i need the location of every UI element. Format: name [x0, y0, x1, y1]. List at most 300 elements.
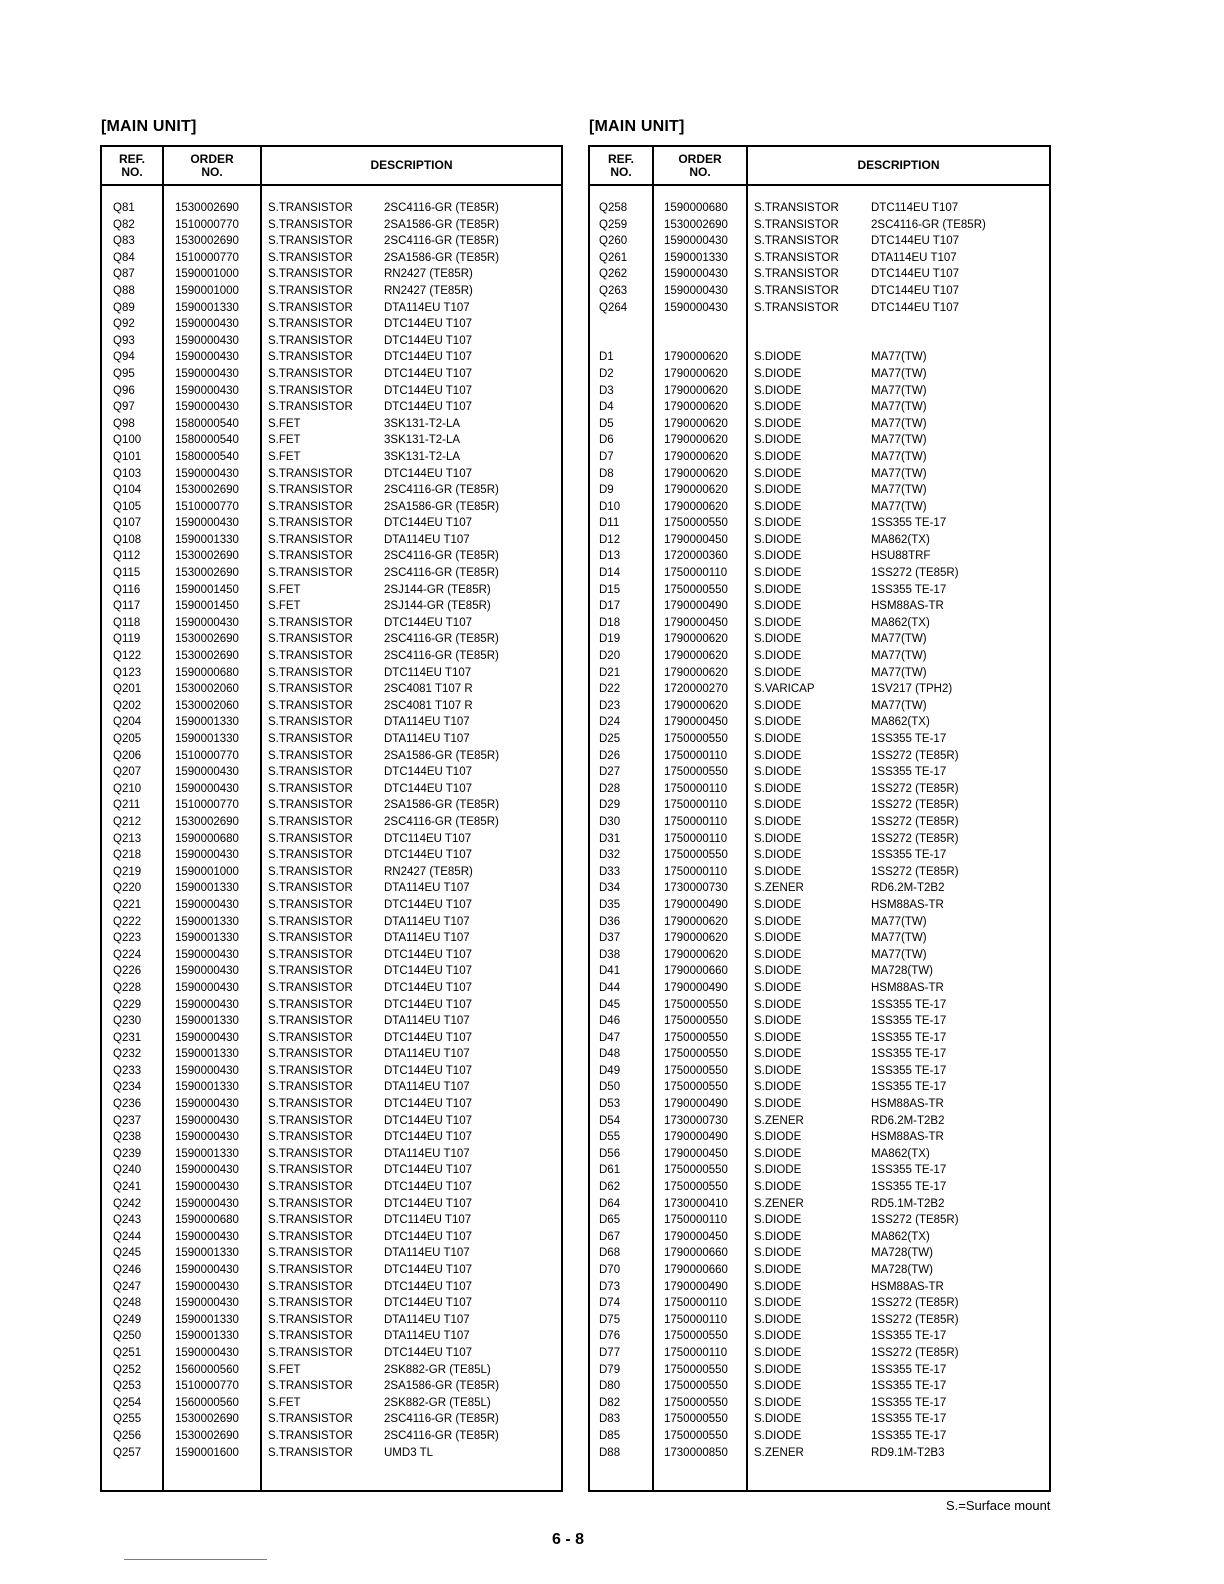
part-number-cell: 2SA1586-GR (TE85R)	[384, 1380, 500, 1393]
ref-cell: Q240	[113, 1164, 142, 1177]
part-number-cell: DTC144EU T107	[384, 998, 472, 1011]
table-row	[102, 250, 561, 267]
part-number-cell: MA77(TW)	[871, 484, 927, 497]
part-number-cell: HSM88AS-TR	[871, 1131, 944, 1144]
part-number-cell: 2SC4116-GR (TE85R)	[384, 633, 499, 646]
ref-cell: D48	[599, 1048, 621, 1061]
table-row	[102, 1378, 561, 1395]
table-row	[102, 399, 561, 416]
order-no-cell: 1790000620	[664, 367, 728, 380]
table-row	[102, 482, 561, 499]
part-number-cell: MA77(TW)	[871, 633, 927, 646]
order-no-cell: 1590001330	[175, 1048, 239, 1061]
table-row	[590, 781, 1049, 798]
order-no-cell: 1590001330	[175, 533, 239, 546]
part-number-cell: 1SS355 TE-17	[871, 1413, 947, 1426]
type-cell: S.DIODE	[754, 401, 802, 414]
table-row	[102, 1179, 561, 1196]
table-row	[102, 383, 561, 400]
ref-cell: D35	[599, 898, 621, 911]
type-cell: S.TRANSISTOR	[268, 699, 353, 712]
part-number-cell: DTC144EU T107	[384, 981, 472, 994]
ref-cell: Q100	[113, 434, 142, 447]
table-row	[590, 1378, 1049, 1395]
order-no-cell: 1790000620	[664, 699, 728, 712]
part-number-cell: DTA114EU T107	[384, 932, 470, 945]
type-cell: S.TRANSISTOR	[268, 633, 353, 646]
order-no-cell: 1580000540	[175, 434, 239, 447]
type-cell: S.TRANSISTOR	[268, 384, 353, 397]
part-number-cell: UMD3 TL	[384, 1446, 433, 1459]
part-number-cell: 2SC4116-GR (TE85R)	[384, 235, 499, 248]
table-row	[102, 1262, 561, 1279]
ref-cell: Q202	[113, 699, 142, 712]
part-number-cell: DTC144EU T107	[384, 367, 472, 380]
part-number-cell: DTC144EU T107	[384, 948, 472, 961]
part-number-cell: DTC144EU T107	[384, 467, 472, 480]
part-number-cell: 2SC4116-GR (TE85R)	[384, 1429, 499, 1442]
order-no-cell: 1750000550	[664, 1380, 728, 1393]
ref-cell: Q223	[113, 932, 142, 945]
type-cell: S.TRANSISTOR	[754, 268, 839, 281]
type-cell: S.DIODE	[754, 616, 802, 629]
table-row	[590, 333, 1049, 350]
type-cell: S.TRANSISTOR	[268, 1098, 353, 1111]
ref-cell: Q238	[113, 1131, 142, 1144]
order-no-cell: 1750000550	[664, 1429, 728, 1442]
table-row	[590, 532, 1049, 549]
part-number-cell: RD5.1M-T2B2	[871, 1197, 945, 1210]
order-no-cell: 1530002690	[175, 550, 239, 563]
type-cell: S.DIODE	[754, 384, 802, 397]
order-no-cell: 1590000430	[175, 616, 239, 629]
order-no-cell: 1590001330	[175, 301, 239, 314]
order-no-cell: 1530002690	[175, 815, 239, 828]
table-row	[102, 1411, 561, 1428]
type-cell: S.DIODE	[754, 434, 802, 447]
type-cell: S.DIODE	[754, 1380, 802, 1393]
part-number-cell: 1SS355 TE-17	[871, 1081, 947, 1094]
order-no-cell: 1750000550	[664, 1064, 728, 1077]
ref-cell: D13	[599, 550, 621, 563]
order-no-header	[164, 147, 260, 184]
ref-cell: Q212	[113, 815, 142, 828]
order-no-cell: 1580000540	[175, 450, 239, 463]
ref-cell: D15	[599, 583, 621, 596]
part-number-cell: HSM88AS-TR	[871, 1280, 944, 1293]
part-number-cell: DTA114EU T107	[384, 716, 470, 729]
ref-cell: Q207	[113, 766, 142, 779]
ref-header-line1: REF.	[118, 151, 145, 166]
ref-cell: D21	[599, 666, 621, 679]
part-number-cell: 1SS272 (TE85R)	[871, 782, 959, 795]
table-row	[590, 366, 1049, 383]
table-row	[590, 631, 1049, 648]
table-row	[590, 565, 1049, 582]
type-cell: S.TRANSISTOR	[268, 1131, 353, 1144]
part-number-cell: DTC144EU T107	[871, 235, 959, 248]
part-number-cell: MA77(TW)	[871, 351, 927, 364]
ref-cell: Q123	[113, 666, 142, 679]
table-row	[102, 548, 561, 565]
table-row	[590, 980, 1049, 997]
ref-cell: D46	[599, 1015, 621, 1028]
order-no-cell: 1590001330	[175, 733, 239, 745]
left-unit-title: [MAIN UNIT]	[101, 118, 197, 135]
order-no-cell: 1590000430	[175, 1230, 239, 1243]
table-row	[590, 731, 1049, 748]
ref-cell: Q115	[113, 567, 141, 580]
decorative-underline	[124, 1559, 267, 1560]
type-cell: S.TRANSISTOR	[268, 1247, 353, 1260]
table-row	[590, 349, 1049, 366]
ref-cell: D2	[599, 367, 614, 380]
ref-cell: D75	[599, 1313, 621, 1326]
type-cell: S.DIODE	[754, 1147, 802, 1160]
part-number-cell: DTA114EU T107	[384, 301, 470, 314]
type-cell: S.TRANSISTOR	[268, 1280, 353, 1293]
ref-cell: Q83	[113, 235, 135, 248]
part-number-cell: 1SS272 (TE85R)	[871, 749, 959, 762]
ref-cell: Q244	[113, 1230, 142, 1243]
order-no-cell: 1790000620	[664, 401, 728, 414]
type-cell: S.TRANSISTOR	[268, 799, 353, 812]
ref-cell: D82	[599, 1396, 621, 1409]
table-row	[102, 1146, 561, 1163]
type-cell: S.TRANSISTOR	[268, 716, 353, 729]
order-no-cell: 1530002690	[175, 650, 239, 663]
part-number-cell: RN2427 (TE85R)	[384, 268, 473, 281]
table-row	[102, 1362, 561, 1379]
ref-cell: Q224	[113, 948, 142, 961]
ref-cell: D9	[599, 484, 614, 497]
order-no-cell: 1560000560	[175, 1363, 239, 1376]
type-cell: S.FET	[268, 600, 301, 613]
ref-cell: D3	[599, 384, 614, 397]
type-cell: S.DIODE	[754, 1247, 802, 1260]
type-cell: S.TRANSISTOR	[268, 301, 353, 314]
order-no-cell: 1590000430	[175, 1164, 239, 1177]
part-number-cell: 2SC4116-GR (TE85R)	[384, 550, 499, 563]
part-number-cell: RD6.2M-T2B2	[871, 1114, 945, 1127]
part-number-cell: MA862(TX)	[871, 616, 930, 629]
order-no-cell: 1790000660	[664, 1264, 728, 1276]
type-cell: S.DIODE	[754, 1031, 802, 1044]
table-row	[102, 831, 561, 848]
type-cell: S.TRANSISTOR	[268, 666, 353, 679]
table-row	[102, 432, 561, 449]
part-number-cell: 1SS355 TE-17	[871, 733, 947, 745]
type-cell: S.TRANSISTOR	[268, 284, 353, 297]
order-no-cell: 1790000620	[664, 666, 728, 679]
order-no-cell: 1530002690	[175, 235, 239, 248]
ref-cell: Q220	[113, 882, 142, 895]
part-number-cell: DTC144EU T107	[384, 384, 472, 397]
ref-cell: Q229	[113, 998, 142, 1011]
table-row	[102, 748, 561, 765]
ref-cell: Q236	[113, 1098, 142, 1111]
ref-cell: D56	[599, 1147, 621, 1160]
order-no-cell: 1750000550	[664, 1330, 728, 1343]
page-number: 6 - 8	[552, 1531, 585, 1548]
type-cell: S.TRANSISTOR	[754, 202, 839, 214]
type-cell: S.TRANSISTOR	[268, 998, 353, 1011]
order-no-cell: 1730000730	[664, 882, 728, 895]
left-table-body	[102, 200, 561, 1461]
table-row	[590, 1162, 1049, 1179]
table-row	[590, 681, 1049, 698]
table-row	[590, 665, 1049, 682]
table-row	[102, 233, 561, 250]
ref-cell: Q204	[113, 716, 142, 729]
order-no-cell: 1590000680	[175, 1214, 239, 1227]
ref-cell: D12	[599, 533, 621, 546]
order-no-cell: 1790000450	[664, 716, 728, 729]
ref-cell: D38	[599, 948, 621, 961]
part-number-cell: MA77(TW)	[871, 915, 927, 928]
ref-cell: D41	[599, 965, 621, 978]
part-number-cell: DTC144EU T107	[871, 301, 959, 314]
order-no-cell: 1590000430	[175, 318, 239, 331]
table-row	[102, 283, 561, 300]
order-no-cell: 1590000430	[175, 965, 239, 978]
type-cell: S.FET	[268, 434, 301, 447]
ref-cell: D47	[599, 1031, 621, 1044]
ref-no-header	[102, 147, 162, 184]
order-no-cell: 1590000430	[175, 334, 239, 347]
type-cell: S.TRANSISTOR	[268, 567, 353, 580]
ref-cell: D80	[599, 1380, 621, 1393]
order-no-cell: 1790000620	[664, 450, 728, 463]
table-row	[590, 1113, 1049, 1130]
table-row	[590, 1196, 1049, 1213]
type-cell: S.TRANSISTOR	[268, 218, 353, 231]
part-number-cell: HSM88AS-TR	[871, 1098, 944, 1111]
table-row	[590, 316, 1049, 333]
table-row	[590, 997, 1049, 1014]
table-row	[102, 1030, 561, 1047]
type-cell: S.DIODE	[754, 1313, 802, 1326]
ref-cell: Q243	[113, 1214, 142, 1227]
order-no-cell: 1790000490	[664, 898, 728, 911]
ref-cell: Q107	[113, 517, 142, 530]
order-no-cell: 1510000770	[175, 1380, 239, 1393]
type-cell: S.TRANSISTOR	[268, 1147, 353, 1160]
ref-cell: D24	[599, 716, 621, 729]
order-no-cell: 1590001000	[175, 268, 239, 281]
table-row	[590, 1262, 1049, 1279]
ref-cell: D61	[599, 1164, 621, 1177]
order-no-cell: 1790000450	[664, 616, 728, 629]
table-row	[102, 1079, 561, 1096]
part-number-cell: 2SC4116-GR (TE85R)	[871, 218, 986, 231]
part-number-cell: DTC144EU T107	[384, 334, 472, 347]
type-cell: S.TRANSISTOR	[754, 218, 839, 231]
ref-cell: D88	[599, 1446, 621, 1459]
type-cell: S.TRANSISTOR	[754, 284, 839, 297]
order-no-cell: 1750000550	[664, 998, 728, 1011]
order-header-line2: NO.	[201, 164, 223, 179]
type-cell: S.TRANSISTOR	[268, 1214, 353, 1227]
ref-cell: D70	[599, 1264, 621, 1276]
ref-cell: D31	[599, 832, 621, 845]
order-no-cell: 1750000110	[664, 1214, 728, 1227]
order-no-cell: 1560000560	[175, 1396, 239, 1409]
ref-cell: D18	[599, 616, 621, 629]
type-cell: S.TRANSISTOR	[268, 1181, 353, 1194]
ref-cell: D44	[599, 981, 621, 994]
table-row	[102, 781, 561, 798]
type-cell: S.DIODE	[754, 1164, 802, 1177]
ref-cell: Q206	[113, 749, 142, 762]
ref-header-line1: REF.	[607, 151, 634, 166]
part-number-cell: DTA114EU T107	[384, 1313, 470, 1326]
ref-cell: Q251	[113, 1346, 142, 1359]
table-row	[590, 1328, 1049, 1345]
table-row	[590, 1046, 1049, 1063]
ref-cell: Q221	[113, 898, 142, 911]
order-no-cell: 1590001330	[175, 915, 239, 928]
table-row	[590, 466, 1049, 483]
order-no-cell: 1590000430	[175, 1297, 239, 1310]
part-number-cell: 2SK882-GR (TE85L)	[384, 1396, 491, 1409]
type-cell: S.DIODE	[754, 865, 802, 878]
ref-cell: D23	[599, 699, 621, 712]
order-no-cell: 1750000550	[664, 1015, 728, 1028]
type-cell: S.TRANSISTOR	[268, 533, 353, 546]
part-number-cell: 1SS355 TE-17	[871, 517, 947, 530]
ref-cell: D32	[599, 849, 621, 862]
ref-header-line2: NO.	[610, 164, 632, 179]
table-row	[590, 698, 1049, 715]
ref-cell: D65	[599, 1214, 621, 1227]
table-row	[102, 897, 561, 914]
part-number-cell: 2SJ144-GR (TE85R)	[384, 600, 491, 613]
ref-cell: D67	[599, 1230, 621, 1243]
order-no-cell: 1530002060	[175, 699, 239, 712]
part-number-cell: MA728(TW)	[871, 1264, 933, 1276]
type-cell: S.DIODE	[754, 915, 802, 928]
order-no-cell: 1590000430	[175, 981, 239, 994]
ref-cell: D29	[599, 799, 621, 812]
ref-cell: Q228	[113, 981, 142, 994]
ref-cell: D77	[599, 1346, 621, 1359]
part-number-cell: DTC144EU T107	[384, 318, 472, 331]
type-cell: S.DIODE	[754, 716, 802, 729]
part-number-cell: DTA114EU T107	[384, 1015, 470, 1028]
order-no-cell: 1790000620	[664, 467, 728, 480]
table-row	[590, 217, 1049, 234]
ref-cell: Q94	[113, 351, 135, 364]
order-no-cell: 1590000680	[175, 666, 239, 679]
order-no-cell: 1750000550	[664, 517, 728, 530]
type-cell: S.DIODE	[754, 981, 802, 994]
order-no-cell: 1750000110	[664, 1297, 728, 1310]
table-row	[102, 416, 561, 433]
ref-cell: D74	[599, 1297, 621, 1310]
table-row	[590, 499, 1049, 516]
table-row	[590, 449, 1049, 466]
part-number-cell: MA77(TW)	[871, 401, 927, 414]
order-no-cell: 1790000620	[664, 932, 728, 945]
order-no-cell: 1730000730	[664, 1114, 728, 1127]
table-row	[102, 565, 561, 582]
table-row	[102, 997, 561, 1014]
type-cell: S.DIODE	[754, 699, 802, 712]
ref-cell: D45	[599, 998, 621, 1011]
table-row	[102, 1129, 561, 1146]
type-cell: S.TRANSISTOR	[754, 301, 839, 314]
type-cell: S.DIODE	[754, 517, 802, 530]
order-no-cell: 1750000110	[664, 832, 728, 845]
description-header-label: DESCRIPTION	[370, 158, 453, 172]
order-no-cell: 1590001330	[175, 1015, 239, 1028]
order-no-cell: 1590000430	[175, 1197, 239, 1210]
part-number-cell: 1SS272 (TE85R)	[871, 865, 959, 878]
type-cell: S.DIODE	[754, 450, 802, 463]
type-cell: S.TRANSISTOR	[754, 235, 839, 248]
type-cell: S.TRANSISTOR	[268, 550, 353, 563]
ref-cell: D68	[599, 1247, 621, 1260]
table-row	[102, 631, 561, 648]
ref-cell: Q254	[113, 1396, 142, 1409]
table-row	[102, 615, 561, 632]
ref-cell: D76	[599, 1330, 621, 1343]
type-cell: S.DIODE	[754, 467, 802, 480]
ref-cell: D19	[599, 633, 621, 646]
table-row	[102, 1312, 561, 1329]
type-cell: S.DIODE	[754, 1214, 802, 1227]
table-row	[590, 648, 1049, 665]
ref-cell: Q87	[113, 268, 135, 281]
order-no-cell: 1590001330	[175, 716, 239, 729]
order-no-cell: 1750000550	[664, 1048, 728, 1061]
order-header-line2: NO.	[689, 164, 711, 179]
type-cell: S.FET	[268, 417, 301, 430]
table-row	[102, 1162, 561, 1179]
table-row	[590, 598, 1049, 615]
ref-cell: Q249	[113, 1313, 142, 1326]
order-no-cell: 1750000110	[664, 865, 728, 878]
ref-cell: D55	[599, 1131, 621, 1144]
ref-cell: Q239	[113, 1147, 142, 1160]
type-cell: S.DIODE	[754, 550, 802, 563]
type-cell: S.TRANSISTOR	[268, 650, 353, 663]
ref-cell: D27	[599, 766, 621, 779]
table-row	[102, 499, 561, 516]
type-cell: S.FET	[268, 583, 301, 596]
type-cell: S.TRANSISTOR	[268, 766, 353, 779]
ref-cell: D73	[599, 1280, 621, 1293]
table-row	[102, 515, 561, 532]
ref-cell: D25	[599, 733, 621, 745]
ref-cell: D5	[599, 417, 614, 430]
ref-cell: Q101	[113, 450, 142, 463]
part-number-cell: 2SJ144-GR (TE85R)	[384, 583, 491, 596]
table-row	[590, 1411, 1049, 1428]
table-row	[590, 233, 1049, 250]
order-no-cell: 1590000430	[175, 1280, 239, 1293]
type-cell: S.TRANSISTOR	[268, 882, 353, 895]
order-no-cell: 1790000490	[664, 1280, 728, 1293]
part-number-cell: DTC114EU T107	[384, 832, 472, 845]
table-row	[590, 963, 1049, 980]
ref-cell: Q234	[113, 1081, 142, 1094]
part-number-cell: DTA114EU T107	[384, 1081, 470, 1094]
order-no-cell: 1590000430	[175, 384, 239, 397]
table-row	[590, 1063, 1049, 1080]
table-row	[102, 714, 561, 731]
